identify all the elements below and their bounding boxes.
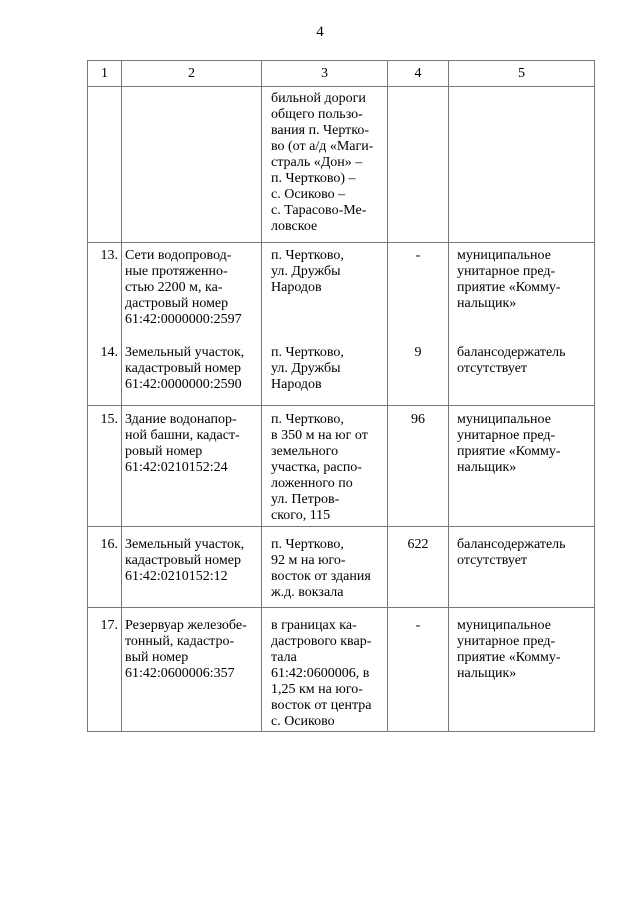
table-row	[88, 527, 595, 608]
table-row	[88, 345, 595, 406]
property-table	[87, 60, 595, 732]
object-name: Сети водопровод- ные протяженно- стью 2200 м, ка- дастровый номер 61:42:0000000:2597	[122, 243, 262, 346]
row-number	[88, 87, 122, 243]
table-row	[88, 243, 595, 346]
object-name: Резервуар железобе- тонный, кадастро- вый номер 61:42:0600006:357	[122, 608, 262, 732]
object-location: п. Чертково, ул. Дружбы Народов	[262, 243, 388, 346]
row-number: 16.	[88, 527, 122, 608]
object-location: п. Чертково, ул. Дружбы Народов	[262, 345, 388, 406]
balance-holder: балансодержатель отсутствует	[449, 345, 595, 406]
column-header-2: 2	[122, 61, 262, 87]
row-number: 17.	[88, 608, 122, 732]
object-name: Здание водонапор- ной башни, кадаст- ровый номер 61:42:0210152:24	[122, 406, 262, 527]
table-row	[88, 406, 595, 527]
object-name: Земельный участок, кадастровый номер 61:42:0000000:2590	[122, 345, 262, 406]
balance-holder: балансодержатель отсутствует	[449, 527, 595, 608]
object-area	[388, 87, 449, 243]
object-name	[122, 87, 262, 243]
balance-holder: муниципальное унитарное пред- приятие «Комму- нальщик»	[449, 406, 595, 527]
object-area: 9	[388, 345, 449, 406]
column-header-5: 5	[449, 61, 595, 87]
column-header-3: 3	[262, 61, 388, 87]
column-header-4: 4	[388, 61, 449, 87]
table-header-row	[88, 61, 595, 87]
balance-holder	[449, 87, 595, 243]
balance-holder: муниципальное унитарное пред- приятие «Комму- нальщик»	[449, 608, 595, 732]
row-number: 15.	[88, 406, 122, 527]
table-row	[88, 87, 595, 243]
object-location: п. Чертково, 92 м на юго- восток от здания ж.д. вокзала	[262, 527, 388, 608]
object-area: 96	[388, 406, 449, 527]
row-number: 13.	[88, 243, 122, 346]
row-number: 14.	[88, 345, 122, 406]
balance-holder: муниципальное унитарное пред- приятие «Комму- нальщик»	[449, 243, 595, 346]
object-area: 622	[388, 527, 449, 608]
column-header-1: 1	[88, 61, 122, 87]
object-location: в границах ка- дастрового квар- тала 61:42:0600006, в 1,25 км на юго- восток от центра с. Осиково	[262, 608, 388, 732]
page-number: 4	[316, 24, 324, 40]
object-area: -	[388, 608, 449, 732]
table-row	[88, 608, 595, 732]
object-name: Земельный участок, кадастровый номер 61:42:0210152:12	[122, 527, 262, 608]
object-area: -	[388, 243, 449, 346]
object-location: п. Чертково, в 350 м на юг от земельного участка, распо- ложенного по ул. Петров- ского, 115	[262, 406, 388, 527]
object-location: бильной дороги общего пользо- вания п. Чертко- во (от а/д «Маги- страль «Дон» – п. Чертково) – с. Осиково – с. Тарасово-Ме- ловское	[262, 87, 388, 243]
